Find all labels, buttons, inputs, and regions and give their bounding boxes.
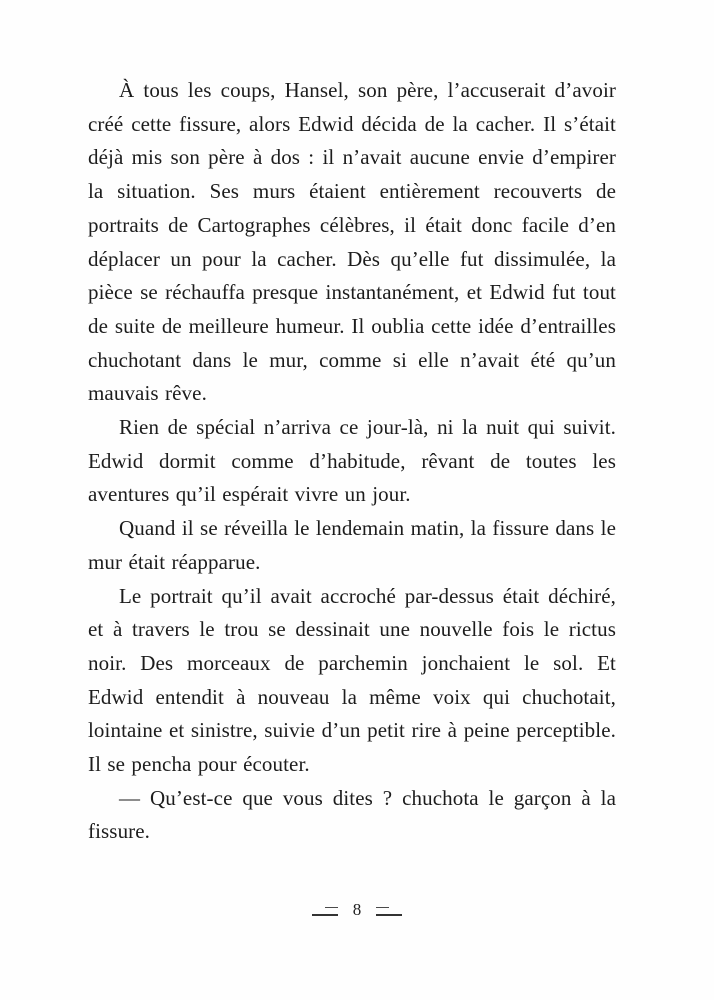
page-number: 8	[352, 900, 362, 919]
folio-ornament-right-icon	[376, 907, 402, 916]
paragraph-4: Le portrait qu’il avait accroché par-dessus était déchiré, et à travers le trou se dessinait une nouvelle fois le rictus noir. Des morceaux de parchemin jonchaient le sol. Et Edwid entendit à nouveau la même voix qui chuchotait, lointaine et sinistre, suivie d’un petit rire à peine perceptible. Il se pencha pour écouter.	[88, 583, 616, 777]
paragraph-2: Rien de spécial n’arriva ce jour-là, ni la nuit qui suivit. Edwid dormit comme d’habitude, rêvant de toutes les aventures qu’il espérait vivre un jour.	[88, 415, 616, 507]
page-text	[88, 74, 616, 849]
paragraph-dialogue: — Qu’est-ce que vous dites ? chuchota le garçon à la fissure.	[88, 785, 616, 844]
page-footer	[0, 901, 714, 921]
paragraph-3: Quand il se réveilla le lendemain matin, la fissure dans le mur était réapparue.	[88, 516, 616, 574]
folio-ornament-left-icon	[312, 907, 338, 916]
paragraph-1: À tous les coups, Hansel, son père, l’accuserait d’avoir créé cette fissure, alors Edwid décida de la cacher. Il s’était déjà mis son père à dos : il n’avait aucune envie d’empirer la situation. Ses murs étaient entièrement recouverts de portraits de Cartographes célèbres, il était donc facile d’en déplacer un pour la cacher. Dès qu’elle fut dissimulée, la pièce se réchauffa presque instantanément, et Edwid fut tout de suite de meilleure humeur. Il oublia cette idée d’entrailles chuchotant dans le mur, comme si elle n’avait été qu’un mauvais rêve.	[88, 78, 616, 406]
